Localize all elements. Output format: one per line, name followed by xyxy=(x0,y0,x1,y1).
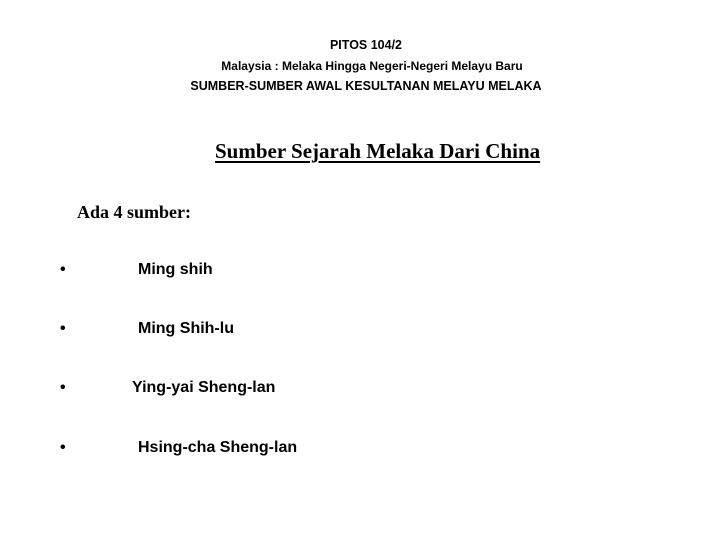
course-code: PITOS 104/2 xyxy=(329,38,403,52)
list-item-text: Ming Shih-lu xyxy=(138,320,234,337)
topic-heading: SUMBER-SUMBER AWAL KESULTANAN MELAYU MELAKA xyxy=(190,79,542,93)
list-item-text: Hsing-cha Sheng-lan xyxy=(138,439,298,456)
list-item-text: Ying-yai Sheng-lan xyxy=(132,379,276,396)
list-item-text: Ming shih xyxy=(138,261,213,278)
bullet-icon: • xyxy=(60,320,66,337)
bullet-icon: • xyxy=(60,261,66,278)
bullet-icon: • xyxy=(60,439,66,456)
list-item xyxy=(0,320,500,344)
list-item xyxy=(0,379,500,403)
course-subtitle: Malaysia : Melaka Hingga Negeri-Negeri Melayu Baru xyxy=(221,59,523,73)
sources-intro: Ada 4 sumber: xyxy=(77,202,192,222)
list-item xyxy=(0,439,500,463)
list-item xyxy=(0,261,500,285)
slide-title: Sumber Sejarah Melaka Dari China xyxy=(215,139,541,163)
bullet-icon: • xyxy=(60,379,66,396)
